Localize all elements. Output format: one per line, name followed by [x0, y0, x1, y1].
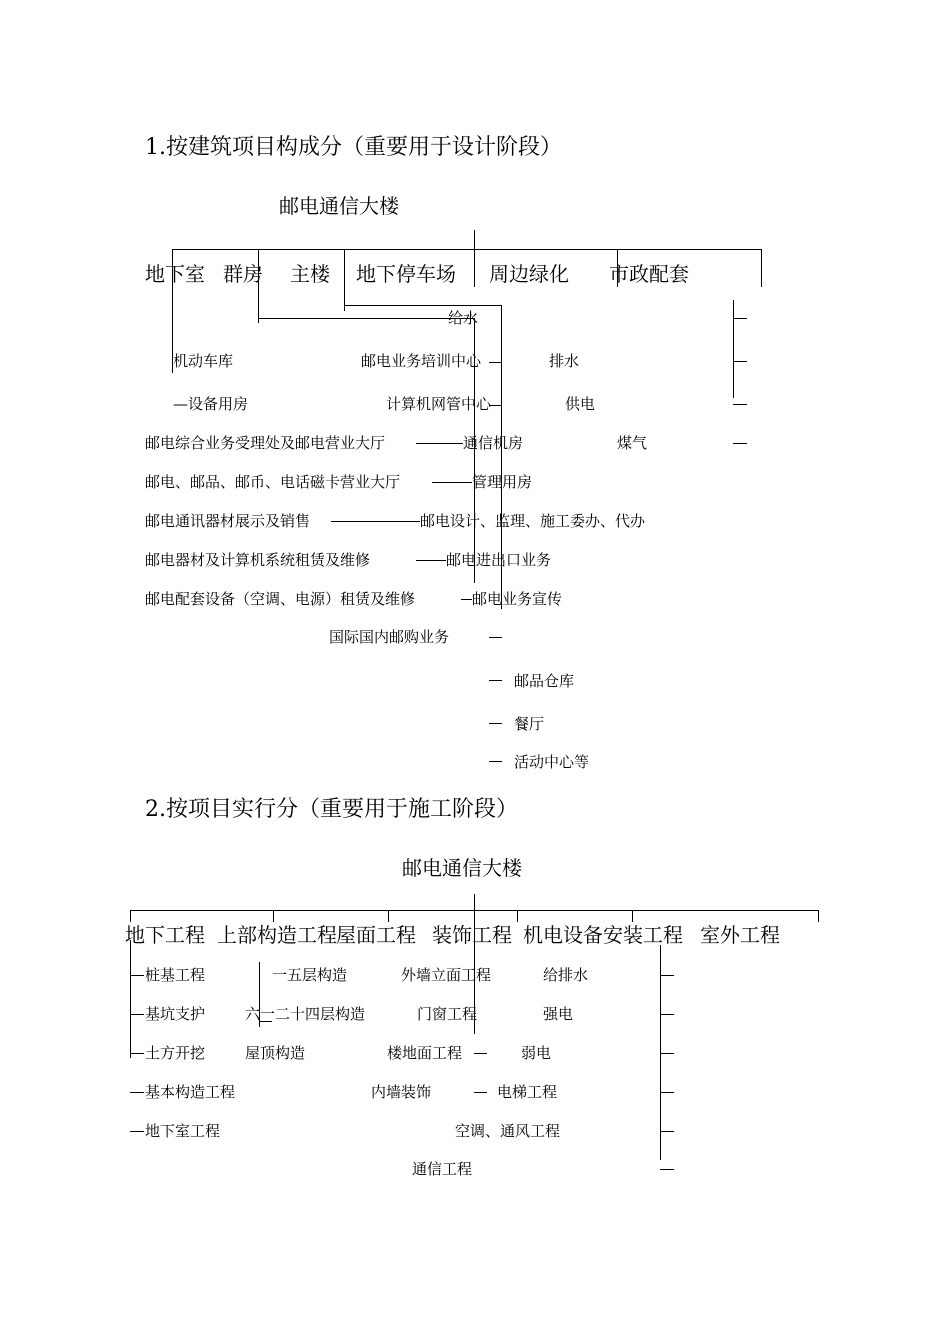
section1-branch-municipal: 市政配套	[609, 262, 689, 286]
section1-item: 邮品仓库	[514, 672, 575, 690]
section1-item: 邮电设计、监理、施工委办、代办	[420, 512, 646, 530]
section1-item: 计算机网管中心	[386, 395, 492, 413]
section2-root-node: 邮电通信大楼	[402, 856, 522, 880]
section2-item: 内墙装饰	[371, 1083, 432, 1101]
section1-item: 机动车库	[173, 352, 234, 370]
section1-item: 邮电器材及计算机系统租赁及维修	[145, 551, 371, 569]
section2-branch-mep: 机电设备安装工程	[523, 923, 683, 947]
section1-item: 邮电、邮品、邮币、电话磁卡营业大厅	[145, 473, 401, 491]
section1-item: 国际国内邮购业务	[329, 628, 450, 646]
section1-item: 排水	[549, 352, 580, 370]
section1-item: 供电	[565, 395, 596, 413]
section1-item: 管理用房	[472, 473, 533, 491]
section2-branch-roofing: 屋面工程	[336, 923, 416, 947]
section1-item: 煤气	[617, 434, 648, 452]
section2-item: 地下室工程	[145, 1122, 221, 1140]
section1-branch-parking: 地下停车场	[356, 262, 456, 286]
section2-item: 电梯工程	[497, 1083, 558, 1101]
section2-item: 弱电	[521, 1044, 552, 1062]
section1-branch-basement: 地下室	[145, 262, 205, 286]
section2-item: 基本构造工程	[145, 1083, 236, 1101]
section1-item: 邮电综合业务受理处及邮电营业大厅	[145, 434, 386, 452]
section2-item: 门窗工程	[417, 1005, 478, 1023]
section2-item: 空调、通风工程	[455, 1122, 561, 1140]
section1-item: 活动中心等	[514, 753, 590, 771]
section1-item: 邮电业务培训中心	[361, 352, 482, 370]
section2-item: 基坑支护	[145, 1005, 206, 1023]
section2-item: 楼地面工程	[387, 1044, 463, 1062]
section2-item: 强电	[543, 1005, 574, 1023]
section2-item: 桩基工程	[145, 966, 206, 984]
section2-branch-exterior: 室外工程	[700, 923, 780, 947]
section2-item: 屋顶构造	[245, 1044, 306, 1062]
section1-branch-greening: 周边绿化	[489, 262, 569, 286]
section1-item: 餐厅	[514, 715, 545, 733]
section1-item: —设备用房	[173, 395, 249, 413]
section2-branch-underground: 地下工程	[125, 923, 205, 947]
section1-heading: 1.按建筑项目构成分（重要用于设计阶段）	[145, 135, 562, 160]
section1-item: 通信机房	[463, 434, 524, 452]
section2-branch-superstructure: 上部构造工程	[217, 923, 337, 947]
section2-item: 给排水	[543, 966, 589, 984]
section1-item: 邮电通讯器材展示及销售	[145, 512, 311, 530]
section1-root-node: 邮电通信大楼	[279, 194, 399, 218]
section1-item: 邮电进出口业务	[446, 551, 552, 569]
section1-branch-podium: 群房	[223, 262, 263, 286]
section1-item: 给水	[448, 309, 479, 327]
section2-item: 六一二十四层构造	[245, 1005, 366, 1023]
section2-item: 通信工程	[412, 1160, 473, 1178]
section2-item: 外墙立面工程	[401, 966, 492, 984]
section1-item: 邮电业务宣传	[472, 590, 563, 608]
section2-branch-decoration: 装饰工程	[432, 923, 512, 947]
section2-item: 一五层构造	[272, 966, 348, 984]
section2-item: 土方开挖	[145, 1044, 206, 1062]
section2-heading: 2.按项目实行分（重要用于施工阶段）	[145, 797, 518, 822]
section1-item: 邮电配套设备（空调、电源）租赁及维修	[145, 590, 416, 608]
section1-branch-main: 主楼	[290, 262, 330, 286]
